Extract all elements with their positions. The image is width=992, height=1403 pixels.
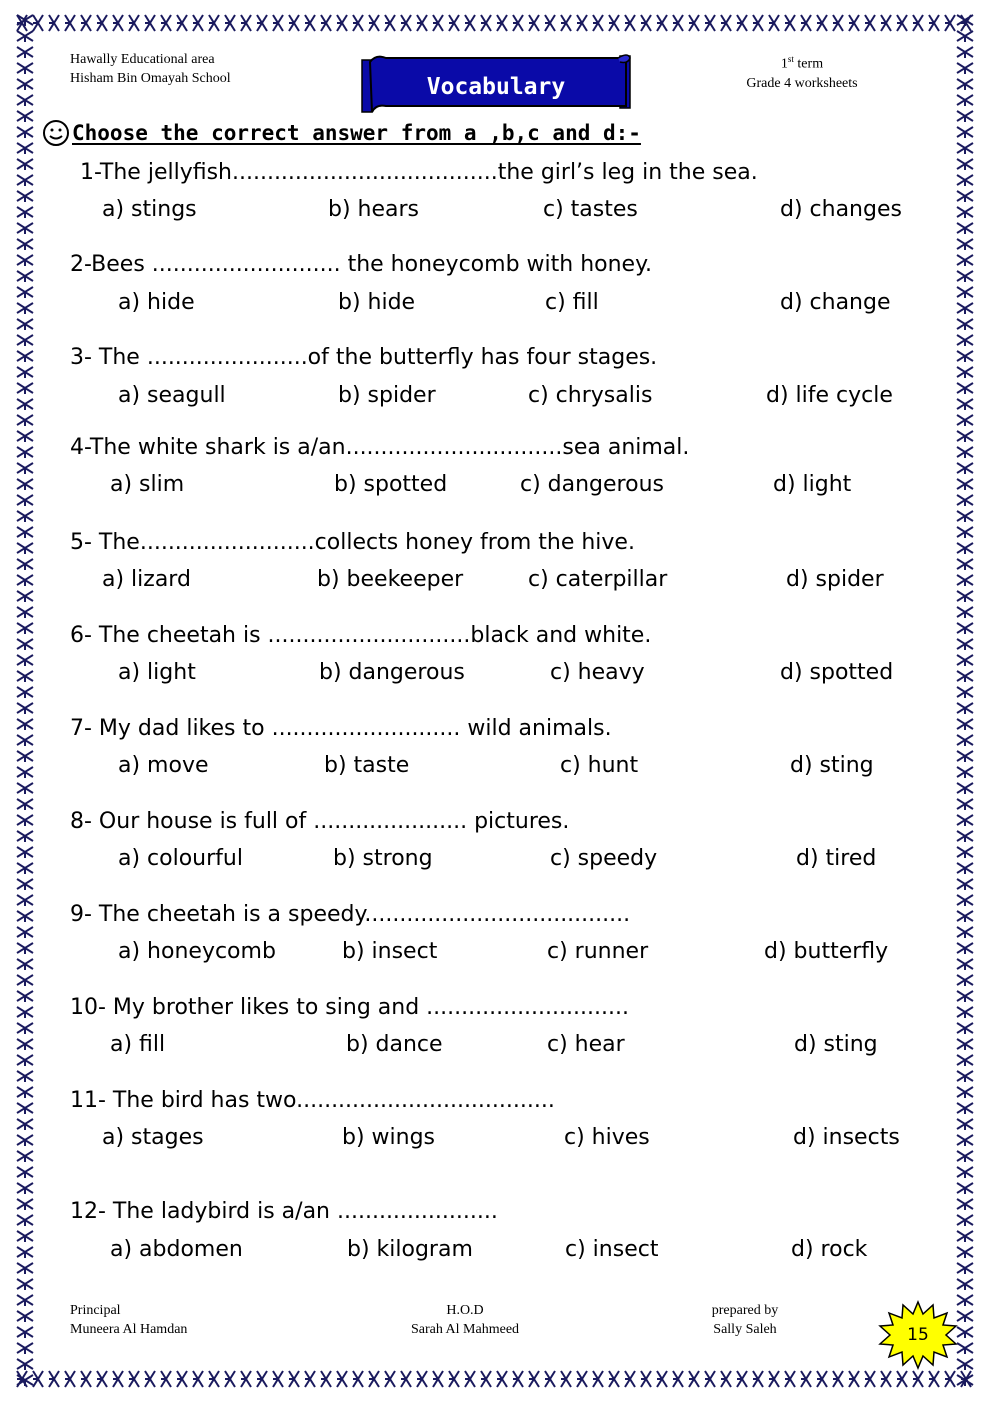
question-11-option-a: a) stages — [102, 1125, 204, 1150]
prepared-by — [680, 1301, 810, 1339]
page-border-left — [14, 12, 36, 1390]
question-6: 6- The cheetah is .............................black and white. — [70, 623, 652, 648]
question-7-option-b: b) taste — [324, 753, 410, 778]
question-9-option-c: c) runner — [547, 939, 649, 964]
question-11: 11- The bird has two..................................... — [70, 1088, 555, 1113]
question-6-option-a: a) light — [118, 660, 196, 685]
page-border-right — [954, 12, 976, 1390]
prepared-name: Sally Saleh — [713, 1322, 777, 1337]
question-2-option-b: b) hide — [338, 290, 416, 315]
smiley-icon — [42, 119, 70, 147]
school-header — [70, 50, 231, 88]
question-5: 5- The.........................collects honey from the hive. — [70, 530, 635, 555]
question-8-option-c: c) speedy — [550, 846, 658, 871]
instruction-text: Choose the correct answer from a ,b,c and d:- — [72, 121, 641, 145]
hod-signature — [385, 1301, 545, 1339]
question-3-option-b: b) spider — [338, 383, 436, 408]
question-9-option-d: d) butterfly — [764, 939, 889, 964]
instruction — [42, 119, 641, 147]
question-1-option-a: a) stings — [102, 197, 197, 222]
question-6-option-d: d) spotted — [780, 660, 894, 685]
question-8-option-a: a) colourful — [118, 846, 243, 871]
question-1-option-c: c) tastes — [543, 197, 638, 222]
question-10-option-b: b) dance — [346, 1032, 443, 1057]
question-12-option-b: b) kilogram — [347, 1237, 473, 1262]
principal-name: Muneera Al Hamdan — [70, 1322, 188, 1337]
question-2-option-d: d) change — [780, 290, 891, 315]
question-4-option-d: d) light — [773, 472, 852, 497]
question-6-option-b: b) dangerous — [319, 660, 465, 685]
question-12-option-a: a) abdomen — [110, 1237, 243, 1262]
question-5-option-b: b) beekeeper — [317, 567, 464, 592]
principal-title: Principal — [70, 1303, 121, 1318]
question-11-option-d: d) insects — [793, 1125, 900, 1150]
question-7-option-c: c) hunt — [560, 753, 639, 778]
question-12-option-d: d) rock — [791, 1237, 868, 1262]
term-header — [732, 50, 872, 93]
question-3-option-d: d) life cycle — [766, 383, 893, 408]
question-10-option-c: c) hear — [547, 1032, 625, 1057]
question-10-option-d: d) sting — [794, 1032, 878, 1057]
question-12-option-c: c) insect — [565, 1237, 659, 1262]
question-7-option-a: a) move — [118, 753, 209, 778]
question-1: 1-The jellyfish......................................the girl’s leg in the sea. — [80, 160, 758, 185]
question-2-option-c: c) fill — [545, 290, 599, 315]
question-8-option-d: d) tired — [796, 846, 877, 871]
question-10-option-a: a) fill — [110, 1032, 166, 1057]
question-2-option-a: a) hide — [118, 290, 195, 315]
question-7: 7- My dad likes to ........................... wild animals. — [70, 716, 612, 741]
question-6-option-c: c) heavy — [550, 660, 645, 685]
page-border-top — [14, 12, 976, 34]
question-3-option-c: c) chrysalis — [528, 383, 653, 408]
page-number: 15 — [907, 1325, 929, 1345]
prepared-title: prepared by — [711, 1303, 779, 1318]
question-2: 2-Bees ........................... the honeycomb with honey. — [70, 252, 652, 277]
question-4-option-a: a) slim — [110, 472, 185, 497]
question-10: 10- My brother likes to sing and ............................. — [70, 995, 629, 1020]
educational-area: Hawally Educational area — [70, 52, 215, 67]
question-3: 3- The .......................of the butterfly has four stages. — [70, 345, 658, 370]
question-3-option-a: a) seagull — [118, 383, 226, 408]
question-8: 8- Our house is full of ...................... pictures. — [70, 809, 570, 834]
question-9-option-a: a) honeycomb — [118, 939, 276, 964]
question-8-option-b: b) strong — [333, 846, 433, 871]
question-9: 9- The cheetah is a speedy...................................... — [70, 902, 631, 927]
question-4-option-b: b) spotted — [334, 472, 448, 497]
question-7-option-d: d) sting — [790, 753, 874, 778]
question-4: 4-The white shark is a/an...............................sea animal. — [70, 435, 690, 460]
principal-signature — [70, 1301, 187, 1339]
page-border-bottom — [14, 1368, 976, 1390]
hod-name: Sarah Al Mahmeed — [410, 1322, 520, 1337]
question-5-option-a: a) lizard — [102, 567, 191, 592]
question-4-option-c: c) dangerous — [520, 472, 664, 497]
question-12: 12- The ladybird is a/an ....................... — [70, 1199, 498, 1224]
question-5-option-c: c) caterpillar — [528, 567, 668, 592]
page-title: Vocabulary — [426, 74, 566, 100]
question-1-option-b: b) hears — [328, 197, 420, 222]
question-11-option-b: b) wings — [342, 1125, 436, 1150]
question-5-option-d: d) spider — [786, 567, 884, 592]
school-name: Hisham Bin Omayah School — [70, 71, 231, 86]
hod-title: H.O.D — [446, 1303, 484, 1318]
term-label: 1st term — [780, 54, 824, 72]
question-11-option-c: c) hives — [564, 1125, 650, 1150]
question-1-option-d: d) changes — [780, 197, 902, 222]
grade-label: Grade 4 worksheets — [746, 75, 858, 91]
question-9-option-b: b) insect — [342, 939, 438, 964]
